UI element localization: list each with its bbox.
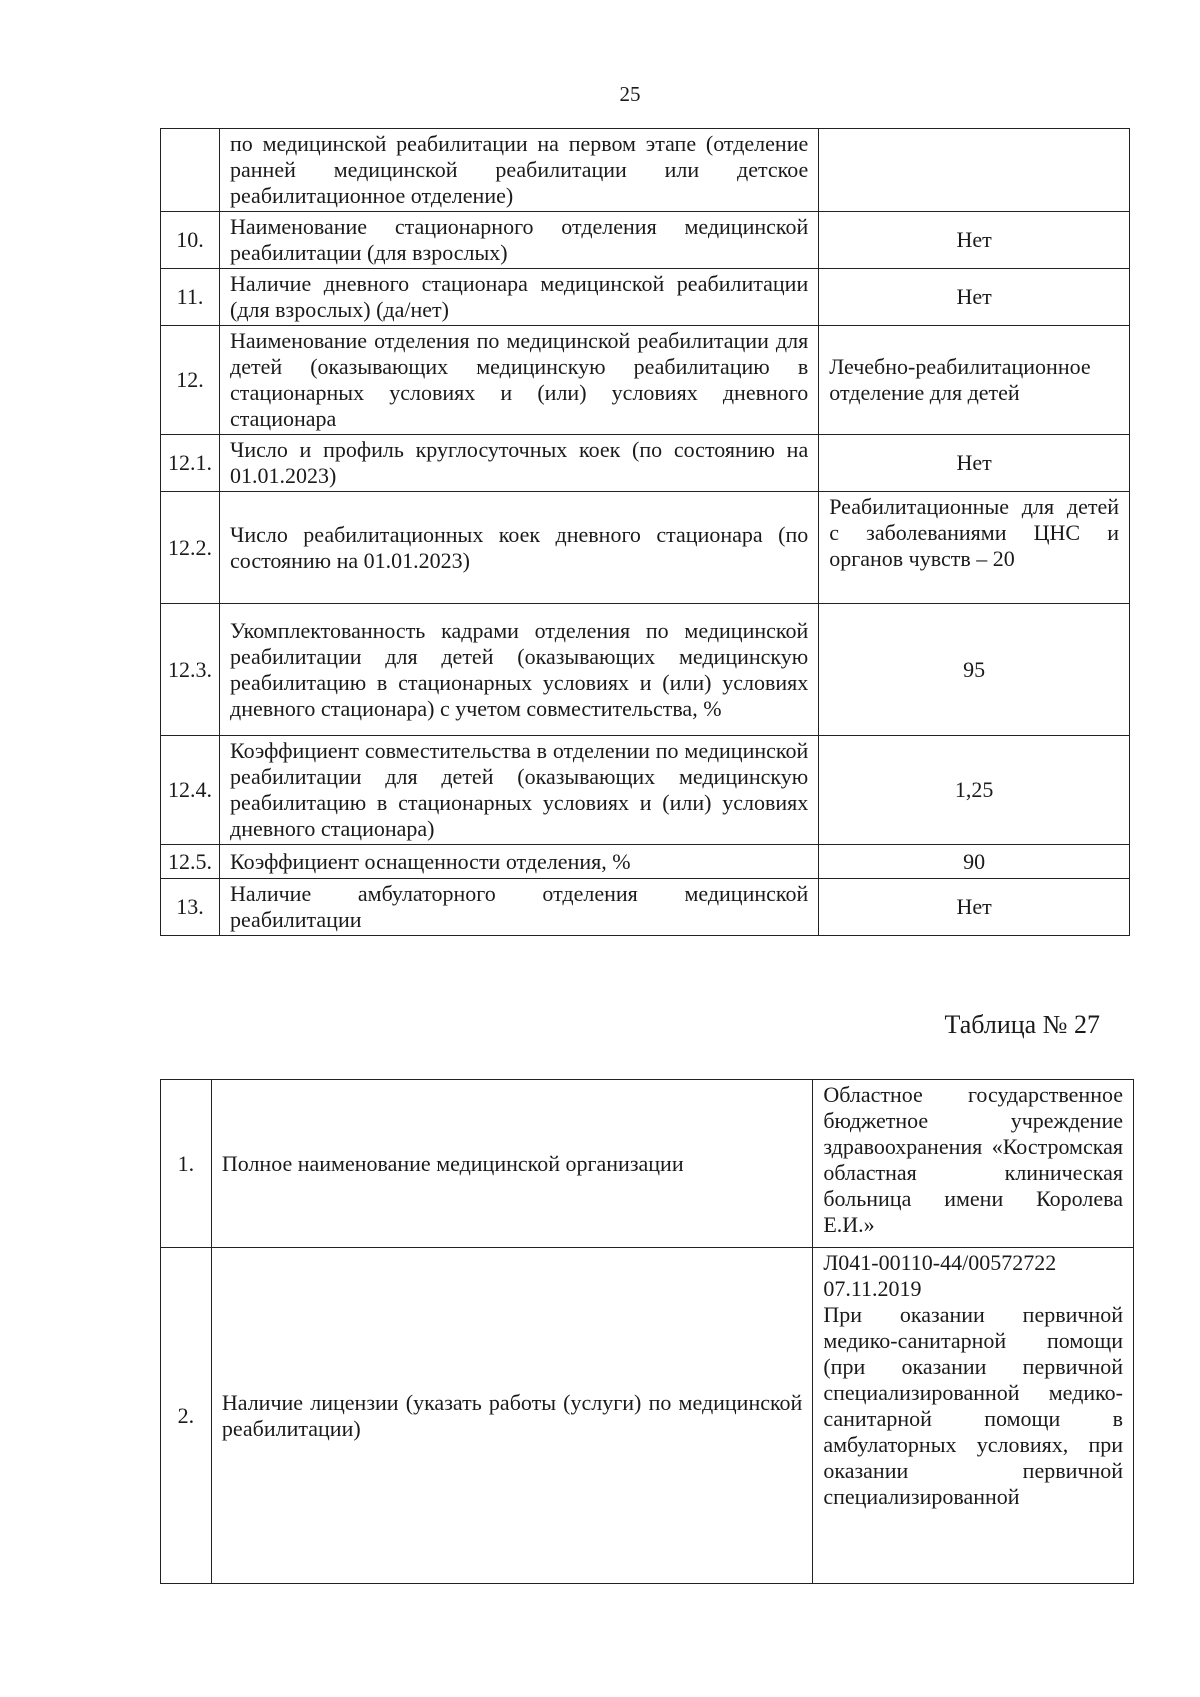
rehabilitation-table bbox=[160, 128, 1130, 936]
row-number: 2. bbox=[161, 1248, 212, 1584]
row-description: Коэффициент совместительства в отделении по медицинской реабилитации для детей (оказывающих медицинскую реабилитацию в стационарных условиях и (или) условиях дневного стационара) bbox=[220, 736, 819, 845]
row-value: Нет bbox=[819, 435, 1130, 492]
row-value: Реабилитационные для детей с заболеваниями ЦНС и органов чувств – 20 bbox=[819, 492, 1130, 604]
row-description: Наличие лицензии (указать работы (услуги) по медицинской реабилитации) bbox=[211, 1248, 812, 1584]
license-date: 07.11.2019 bbox=[823, 1276, 922, 1301]
row-value: 95 bbox=[819, 604, 1130, 736]
table-row bbox=[161, 845, 1130, 879]
row-value: Областное государственное бюджетное учреждение здравоохранения «Костромская областная клиническая больница имени Королева Е.И.» bbox=[813, 1080, 1134, 1248]
row-description: по медицинской реабилитации на первом этапе (отделение ранней медицинской реабилитации или детское реабилитационное отделение) bbox=[220, 129, 819, 212]
row-value: 1,25 bbox=[819, 736, 1130, 845]
table-row bbox=[161, 269, 1130, 326]
license-number: Л041-00110-44/00572722 bbox=[823, 1250, 1057, 1275]
row-number: 11. bbox=[161, 269, 220, 326]
row-description: Наименование отделения по медицинской реабилитации для детей (оказывающих медицинскую реабилитацию в стационарных условиях и (или) условиях дневного стационара bbox=[220, 326, 819, 435]
row-number: 12. bbox=[161, 326, 220, 435]
row-value: Нет bbox=[819, 879, 1130, 936]
table-row bbox=[161, 736, 1130, 845]
row-number: 12.2. bbox=[161, 492, 220, 604]
row-number: 12.4. bbox=[161, 736, 220, 845]
row-number: 12.3. bbox=[161, 604, 220, 736]
row-value: 90 bbox=[819, 845, 1130, 879]
table-caption: Таблица № 27 bbox=[944, 1010, 1100, 1039]
row-description: Наличие амбулаторного отделения медицинской реабилитации bbox=[220, 879, 819, 936]
row-value: Нет bbox=[819, 269, 1130, 326]
row-description: Укомплектованность кадрами отделения по медицинской реабилитации для детей (оказывающих медицинскую реабилитацию в стационарных условиях и (или) условиях дневного стационара) с учетом совместительства, % bbox=[220, 604, 819, 736]
row-number: 13. bbox=[161, 879, 220, 936]
table-row bbox=[161, 435, 1130, 492]
row-description: Полное наименование медицинской организации bbox=[211, 1080, 812, 1248]
license-services: При оказании первичной медико-санитарной помощи (при оказании первичной специализированной медико-санитарной помощи в амбулаторных условиях, при оказании первичной специализированной bbox=[823, 1302, 1123, 1509]
table-row bbox=[161, 129, 1130, 212]
row-number bbox=[161, 129, 220, 212]
table-row bbox=[161, 604, 1130, 736]
row-description: Коэффициент оснащенности отделения, % bbox=[220, 845, 819, 879]
table-row bbox=[161, 1080, 1134, 1248]
table-row bbox=[161, 1248, 1134, 1584]
table-row bbox=[161, 492, 1130, 604]
page-number: 25 bbox=[619, 82, 641, 106]
row-description: Наличие дневного стационара медицинской реабилитации (для взрослых) (да/нет) bbox=[220, 269, 819, 326]
row-value: Нет bbox=[819, 212, 1130, 269]
table-row bbox=[161, 326, 1130, 435]
row-number: 10. bbox=[161, 212, 220, 269]
table-row bbox=[161, 879, 1130, 936]
row-description: Наименование стационарного отделения медицинской реабилитации (для взрослых) bbox=[220, 212, 819, 269]
organization-table bbox=[160, 1079, 1134, 1584]
row-number: 12.5. bbox=[161, 845, 220, 879]
row-description: Число и профиль круглосуточных коек (по состоянию на 01.01.2023) bbox=[220, 435, 819, 492]
row-number: 1. bbox=[161, 1080, 212, 1248]
table-row bbox=[161, 212, 1130, 269]
row-number: 12.1. bbox=[161, 435, 220, 492]
row-value: Лечебно-реабилитационное отделение для детей bbox=[819, 326, 1130, 435]
row-value bbox=[819, 129, 1130, 212]
row-value-cell bbox=[813, 1248, 1134, 1584]
row-description: Число реабилитационных коек дневного стационара (по состоянию на 01.01.2023) bbox=[220, 492, 819, 604]
